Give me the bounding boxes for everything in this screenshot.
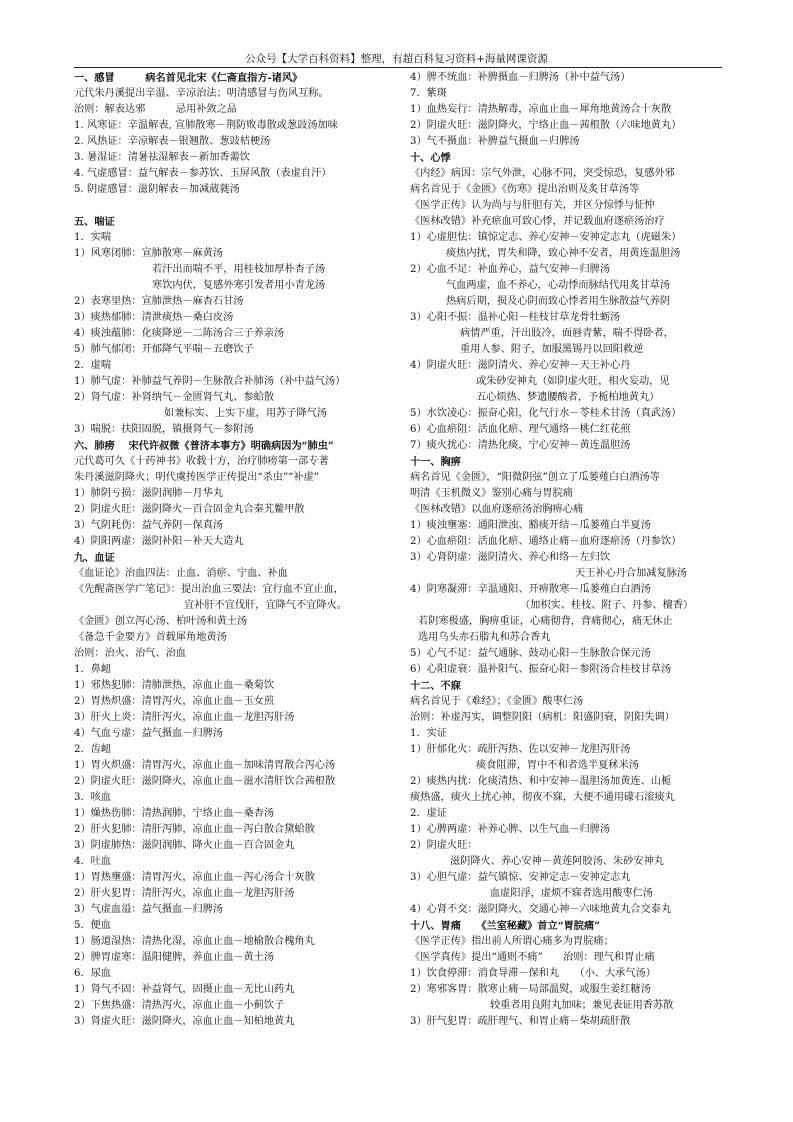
text-line: 3）气阴耗伤：益气养阴－保真汤 bbox=[74, 520, 224, 531]
text-line: 元代葛可久《十药神书》收载十方，治疗肺痨第一部专著 bbox=[74, 456, 329, 467]
text-line: 或朱砂安神丸（如阴虚火旺，相火妄动，见 bbox=[476, 376, 670, 387]
text-line: 4）脾不统血：补脾摄血－归脾汤（补中益气汤） bbox=[410, 72, 631, 83]
text-line: 3）肝气犯胃：疏肝理气、和胃止痛－柴胡疏肝散 bbox=[410, 1016, 631, 1027]
text-line: 天王补心丹合加减复脉汤 bbox=[575, 568, 688, 579]
text-line: 明清《玉机微义》鉴别心痛与胃脘痛 bbox=[410, 488, 573, 499]
text-line: 2．虚证 bbox=[410, 808, 448, 819]
text-line: 《金匮》创立泻心汤、柏叶汤和黄土汤 bbox=[74, 616, 248, 627]
text-line: 3）心胆气虚：益气镇惊、安神定志－安神定志丸 bbox=[410, 872, 631, 883]
text-line: 《医学正传》认为尚与与肝胆有关，并区分惊悸与怔忡 bbox=[410, 200, 655, 211]
text-line: 《医林改错》补充瘀血可致心悸，并记载血府逐瘀汤治疗 bbox=[410, 216, 665, 227]
text-line: 7．紫斑 bbox=[410, 88, 448, 99]
text-line: 4．吐血 bbox=[74, 856, 112, 867]
text-line: 2）寒邪客胃：散寒止痛－局部温熨，或服生姜红糖汤 bbox=[410, 984, 651, 995]
text-line: 重用人参、附子，加服黑锡丹以回阳救逆 bbox=[460, 344, 644, 355]
text-line: 3）喘脱：扶阳固脱，镇摄肾气－参附汤 bbox=[74, 424, 254, 435]
text-line: 2）心血不足：补血养心，益气安神－归脾汤 bbox=[410, 264, 611, 275]
left-column bbox=[74, 70, 404, 1030]
text-line: 1）肺阴亏损：滋阴润肺－月华丸 bbox=[74, 488, 224, 499]
text-line: 1）饮食停滞：消食导滞－保和丸 （小、大承气汤） bbox=[410, 968, 656, 979]
text-line: 2）脾胃虚寒：温阳健脾，养血止血－黄土汤 bbox=[74, 952, 275, 963]
header-rule bbox=[74, 67, 722, 68]
text-line: 6）心血瘀阻：活血化瘀、理气通络－桃仁红花煎 bbox=[410, 424, 631, 435]
text-line: 若阴寒极盛，胸痹重证，心痛彻背，背痛彻心，痛无休止 bbox=[418, 616, 673, 627]
text-line: 1）邪热犯肺：清肺泄热，凉血止血－桑菊饮 bbox=[74, 680, 275, 691]
section-heading: 六、肺痨 宋代许叔微《普济本事方》明确病因为“肺虫” bbox=[74, 440, 334, 452]
text-line: 3）肝火上炎：清肝泻火，凉血止血－龙胆泻肝汤 bbox=[74, 712, 295, 723]
text-line: 3．咳血 bbox=[74, 792, 112, 803]
text-line: 1. 风寒证：辛温解表, 宣肺散寒－荆防败毒散或葱豉汤加味 bbox=[74, 120, 338, 131]
text-line: 1）燥热伤肺：清热润肺，宁络止血－桑杏汤 bbox=[74, 808, 275, 819]
section-heading: 十、心悸 bbox=[410, 152, 451, 164]
text-line: 1）肺气虚：补肺益气养阴－生脉散合补肺汤（补中益气汤） bbox=[74, 376, 346, 387]
text-line: 4）阴虚火旺：滋阴清火、养心安神－天王补心丹 bbox=[410, 360, 631, 371]
blank-line bbox=[74, 198, 404, 214]
text-line: 3. 暑湿证：清暑祛湿解表－新加香薷饮 bbox=[74, 152, 250, 163]
text-line: 2．齿衄 bbox=[74, 744, 112, 755]
text-line: 病名首见于《难经》；《金匮》酸枣仁汤 bbox=[410, 696, 584, 707]
text-line: 1．实证 bbox=[410, 728, 448, 739]
section-heading: 一、感冒 病名首见北宋《仁斋直指方-诸风》 bbox=[74, 72, 303, 84]
text-line: 治则：治火、治气、治血 bbox=[74, 648, 187, 659]
text-line: 2）下焦热盛：清热泻火，凉血止血－小蓟饮子 bbox=[74, 1000, 285, 1011]
text-line: 4. 气虚感冒：益气解表－参苏饮、玉屏风散（表虚自汗） bbox=[74, 168, 332, 179]
text-line: 寒饮内伏，复感外寒引发者用小青龙汤 bbox=[152, 280, 326, 291]
text-line: 7）痰火扰心：清热化痰，宁心安神－黄连温胆汤 bbox=[410, 440, 631, 451]
text-line: 2）肝火犯肺：清肝泻肺，凉血止血－泻白散合黛蛤散 bbox=[74, 824, 315, 835]
text-line: 2．虚喘 bbox=[74, 360, 112, 371]
text-line: 痰热内扰，胃失和降，致心神不安者，用黄连温胆汤 bbox=[446, 248, 681, 259]
text-line: 1．鼻衄 bbox=[74, 664, 112, 675]
text-line: 滋阴降火、养心安神－黄莲阿胶汤、朱砂安神丸 bbox=[450, 856, 664, 867]
section-heading: 九、血证 bbox=[74, 552, 115, 564]
text-line: 治则：补虚泻实，调整阴阳（病机：阳盛阴衰，阴阳失调） bbox=[410, 712, 675, 723]
text-line: 2）肾气虚：补肾纳气－金匮肾气丸、参蛤散 bbox=[74, 392, 275, 403]
text-line: 1）胃热壅盛：清胃泻火，凉血止血－泻心汤合十灰散 bbox=[74, 872, 315, 883]
text-line: 如兼标实、上实下虚，用苏子降气汤 bbox=[164, 408, 327, 419]
text-line: 1）痰浊壅塞：通阳泄浊、豁痰开结－瓜蒌薤白半夏汤 bbox=[410, 520, 651, 531]
text-line: 1）心虚胆怯：镇惊定志、养心安神－安神定志丸（虎磁朱） bbox=[410, 232, 682, 243]
text-line: 3）痰热郁肺：清泄痰热－桑白皮汤 bbox=[74, 312, 234, 323]
text-line: 2）表寒里热：宣肺泄热－麻杏石甘汤 bbox=[74, 296, 244, 307]
text-line: 《医林改错》以血府逐瘀汤治胸痹心痛 bbox=[410, 504, 584, 515]
text-line: 3）阴虚肺热：滋阴润肺、降火止血－百合固金丸 bbox=[74, 840, 295, 851]
text-line: 若汗出而喘不平，用桂枝加厚朴杏子汤 bbox=[152, 264, 326, 275]
text-line: 5）水饮凌心：振奋心阳，化气行水－苓桂术甘汤（真武汤） bbox=[410, 408, 682, 419]
text-line: 5. 阴虚感冒：滋阴解表－加减葳蕤汤 bbox=[74, 184, 240, 195]
text-line: 五心烦热、梦遗腰酸者，予栀柏地黄丸） bbox=[476, 392, 660, 403]
text-line: 治则：解表达邪 忌用补敛之品 bbox=[74, 104, 237, 115]
text-line: 4）阴阳两虚：滋阴补阳－补天大造丸 bbox=[74, 536, 244, 547]
text-line: 热病后期，损及心阴而致心悸者用生脉散益气养阴 bbox=[446, 296, 671, 307]
text-line: 1）心脾两虚：补养心脾、以生气血－归脾汤 bbox=[410, 824, 611, 835]
text-line: 3）气不摄血：补脾益气摄血－归脾汤 bbox=[410, 136, 580, 147]
text-line: 2）阴虚火旺：滋阴降火，凉血止血－滋水清肝饮合茜根散 bbox=[74, 776, 336, 787]
text-line: 2）胃热炽盛：清胃泻火，凉血止血－玉女煎 bbox=[74, 696, 275, 707]
text-line: 1．实喘 bbox=[74, 232, 112, 243]
text-line: 2）心血瘀阻：活血化瘀、通络止痛－血府逐瘀汤（丹参饮） bbox=[410, 536, 682, 547]
text-line: 《内经》病因：宗气外泄，心脉不同，突受惊恐，复感外邪 bbox=[410, 168, 675, 179]
text-line: 血虚阳浮，虚烦不寐者选用酸枣仁汤 bbox=[490, 888, 653, 899]
text-line: 2. 风热证：辛凉解表－银翘散、葱豉桔梗汤 bbox=[74, 136, 271, 147]
text-line: 《医学正传》指出前人所谓心痛多为胃脘痛； bbox=[410, 936, 614, 947]
text-line: 选用乌头赤石脂丸和苏合香丸 bbox=[418, 632, 551, 643]
text-line: 病名首见《金匮》，“阳微阴弦”创立了瓜蒌薤白白酒汤等 bbox=[410, 472, 660, 483]
text-line: 5）心气不足：益气通脉、鼓动心阳－生脉散合保元汤 bbox=[410, 648, 651, 659]
text-line: 《血证论》治血四法：止血、消瘀、宁血、补血 bbox=[74, 568, 288, 579]
text-line: 3）心肾阴虚：滋阴清火、养心和络－左归饮 bbox=[410, 552, 611, 563]
text-line: 5．便血 bbox=[74, 920, 112, 931]
text-line: 朱丹溪滋阴降火；明代虞抟医学正传提出“杀虫”“补虚” bbox=[74, 472, 319, 483]
text-line: 1）肾气不固：补益肾气，固摄止血－无比山药丸 bbox=[74, 984, 295, 995]
text-line: 较重者用良附丸加味；兼见表证用香苏散 bbox=[490, 1000, 674, 1011]
text-line: 3）肾虚火旺：滋阴降火，凉血止血－知柏地黄丸 bbox=[74, 1016, 295, 1027]
text-line: 3）心阳不振：温补心阳－桂枝甘草龙骨牡蛎汤 bbox=[410, 312, 621, 323]
text-line: 4）心肾不交：滋阴降火，交通心神－六味地黄丸合交泰丸 bbox=[410, 904, 672, 915]
text-line: 痰热盛，痰火上扰心神，彻夜不寐，大便不通用礞石滚痰丸 bbox=[410, 792, 675, 803]
text-line: 5）肺气郁闭：开郁降气平喘－五磨饮子 bbox=[74, 344, 254, 355]
text-line: 病名首见于《金匮》《伤寒》提出治则及炙甘草汤等 bbox=[410, 184, 640, 195]
text-line: 1）肠道湿热：清热化湿，凉血止血－地榆散合槐角丸 bbox=[74, 936, 315, 947]
text-line: 痰食阻滞，胃中不和者选半夏秫米汤 bbox=[476, 760, 639, 771]
text-line: 6）心阳虚衰：温补阳气、振奋心阳－参附汤合桂枝甘草汤 bbox=[410, 664, 672, 675]
text-line: 《医学真传》提出“通则不痛” 治则：理气和胃止痛 bbox=[410, 952, 655, 963]
text-line: 4）气血亏虚：益气摄血－归脾汤 bbox=[74, 728, 224, 739]
text-line: 2）阴虚火旺：滋阴降火－百合固金丸合秦艽鳖甲散 bbox=[74, 504, 305, 515]
text-line: （加枳实、桂枝、附子、丹参、檀香） bbox=[520, 600, 694, 611]
text-line: 宜补肝不宜伐肝，宜降气不宜降火。 bbox=[184, 600, 347, 611]
text-line: 气血两虚，血不养心，心动悸而脉结代用炙甘草汤 bbox=[446, 280, 671, 291]
text-line: 3）气虚血溢：益气摄血－归脾汤 bbox=[74, 904, 224, 915]
right-column bbox=[410, 70, 730, 1030]
text-line: 1）风寒闭肺：宣肺散寒－麻黄汤 bbox=[74, 248, 224, 259]
text-line: 2）阴虚火旺： bbox=[410, 840, 478, 851]
text-line: 2）肝火犯胃：清肝泻火，凉血止血－龙胆泻肝汤 bbox=[74, 888, 295, 899]
text-line: 1）胃火炽盛：清胃泻火，凉血止血－加味清胃散合泻心汤 bbox=[74, 760, 336, 771]
page-header: 公众号【大学百科资料】整理，有超百科复习资料+海量网课资源 bbox=[245, 53, 548, 65]
text-line: 2）痰热内扰：化痰清热、和中安神－温胆汤加黄连、山栀 bbox=[410, 776, 672, 787]
text-line: 1）血热妄行：清热解毒，凉血止血－犀角地黄汤合十灰散 bbox=[410, 104, 672, 115]
section-heading: 五、喘证 bbox=[74, 216, 115, 228]
section-heading: 十一、胸痹 bbox=[410, 456, 461, 468]
text-line: 4）痰浊蕴肺：化痰降逆－二陈汤合三子养亲汤 bbox=[74, 328, 285, 339]
section-heading: 十八、胃痛 《兰室秘藏》首立“胃脘痛” bbox=[410, 920, 600, 932]
text-line: 《备急千金要方》首载犀角地黄汤 bbox=[74, 632, 227, 643]
text-line: 《先醒斋医学广笔记》：提出治血三要法：宜行血不宜止血， bbox=[74, 584, 344, 595]
section-heading: 十二、不寐 bbox=[410, 680, 461, 692]
text-line: 6．尿血 bbox=[74, 968, 112, 979]
text-line: 2）阴虚火旺：滋阴降火，宁络止血－茜根散（六味地黄丸） bbox=[410, 120, 682, 131]
text-line: 1）肝郁化火：疏肝泻热、佐以安神－龙胆泻肝汤 bbox=[410, 744, 631, 755]
text-line: 元代朱丹溪提出辛温、辛凉治法；明清感冒与伤风互称。 bbox=[74, 88, 329, 99]
text-line: 病情严重，汗出肢冷，面唇青紫，喘不得卧者， bbox=[460, 328, 674, 339]
text-line: 4）阴寒凝滞：辛温通阳、开痹散寒－瓜蒌薤白白酒汤 bbox=[410, 584, 651, 595]
